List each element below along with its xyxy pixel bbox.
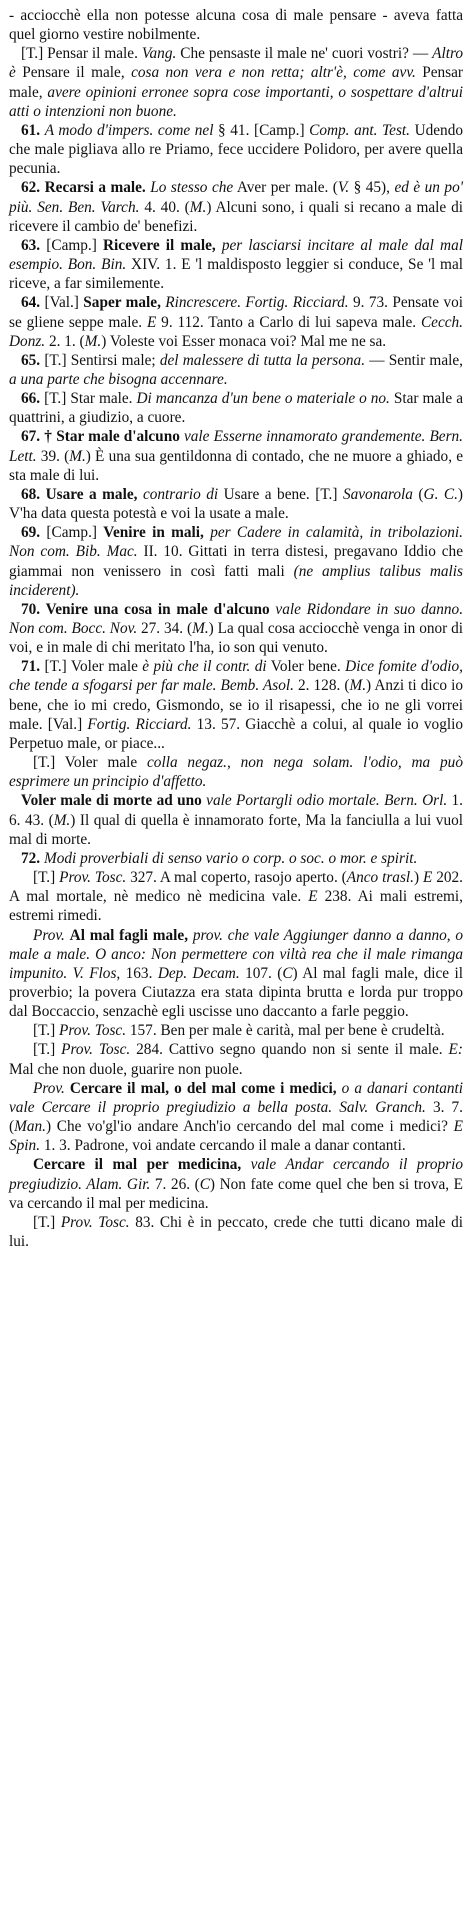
body-text: 284. Cattivo segno quando non si sente il male. <box>130 1041 449 1059</box>
italic-text: Anco trasl. <box>346 869 414 887</box>
italic-text: Di mancanza d'un bene o materiale o no. <box>136 390 390 408</box>
italic-text: E <box>308 888 318 906</box>
italic-text: Modi proverbiali di senso vario o corp. o soc. o mor. e spirit. <box>43 849 418 867</box>
italic-text: M. <box>349 677 367 695</box>
entry-paragraph <box>9 868 463 925</box>
italic-text: M. <box>192 620 209 637</box>
body-text: 39. ( <box>36 447 70 465</box>
italic-text: Prov. <box>33 926 65 944</box>
entry-headword: 70. Venire una cosa in male d'alcuno <box>21 600 270 618</box>
entry-headword: 62. Recarsi a male. <box>21 179 146 197</box>
body-text: ) Anzi ti dico io bene, che io mi credo, Gismondo, se io il risapessi, che io ne gli vorrei male. [Val.] <box>9 677 463 733</box>
body-text: — Sentir male, <box>365 351 463 369</box>
entry-headword: Al mal fagli male, <box>69 926 189 944</box>
body-text: ) V'ha data questa potestà e voi la usate a male. <box>9 485 464 523</box>
entry-headword: 71. <box>21 658 41 676</box>
italic-text: avere opinioni erronee sopra cose importanti, o sospettare d'altrui atti o intenzioni non buone. <box>9 83 463 120</box>
entry-headword: 69. <box>21 524 41 542</box>
italic-text: Rincrescere. Fortig. Ricciard. <box>165 294 349 312</box>
body-text: [T.] <box>33 1022 60 1040</box>
body-text: 9. 112. Tanto a Carlo di lui sapeva male. <box>156 313 421 331</box>
body-text: 157. Ben per male è carità, mal per bene è crudeltà. <box>126 1022 445 1040</box>
entry-paragraph <box>9 351 463 389</box>
italic-text: Prov. Tosc. <box>59 869 127 887</box>
italic-text: V. <box>337 179 350 197</box>
entry-headword: 66. <box>21 390 41 408</box>
body-text: ) Alcuni sono, i quali si recano a male di ricevere il cambio de' benefizi. <box>9 198 463 235</box>
italic-text: per lasciarsi incitare al male dal mal esempio. Bon. Bin. <box>9 236 463 274</box>
entry-paragraph <box>9 926 463 1022</box>
italic-text: A modo d'impers. come nel <box>44 121 214 139</box>
body-text: 4. 40. ( <box>139 198 190 216</box>
body-text: Che pensaste il male ne' cuori vostri? — <box>176 45 433 63</box>
italic-text: a una parte che bisogna accennare. <box>9 370 228 388</box>
entry-paragraph <box>9 236 463 293</box>
entry-headword: Cercare il mal per medicina, <box>33 1156 242 1174</box>
entry-headword: Ricevere il male, <box>103 236 216 254</box>
italic-text: per Cadere in calamità, in tribolazioni. Non com. Bib. Mac. <box>9 524 463 561</box>
body-text: [T.] Voler male <box>33 754 148 772</box>
body-text: 9. 73. Pensate voi se gliene seppe male. <box>9 294 464 331</box>
body-text <box>241 1156 250 1173</box>
entry-paragraph <box>9 121 463 178</box>
entry-paragraph <box>9 849 463 868</box>
body-text: 2. 128. ( <box>293 677 350 695</box>
italic-text: Prov. <box>33 1079 65 1097</box>
italic-text: M. <box>69 447 86 465</box>
body-text: ) Che vo'gl'io andare Anch'io cercando del mal come i medici? <box>45 1118 454 1136</box>
body-text: ) Voleste voi Esser monaca voi? Mal me ne sa. <box>101 332 387 350</box>
entry-paragraph <box>9 293 463 350</box>
body-text: XIV. 1. E 'l maldisposto leggier si conduce, Se 'l mal riceve, a far similemente. <box>9 256 463 293</box>
entry-paragraph <box>9 1021 463 1040</box>
body-text: II. 10. Gittati in terra distesi, pregavano Iddio che giammai non venissero in così fatti mali <box>9 543 463 580</box>
body-text: 3. 7. ( <box>9 1098 463 1136</box>
italic-text: Comp. ant. Test. <box>309 121 410 139</box>
body-text: ) Al mal fagli male, dice il proverbio; la povera Ciutazza era stata dipinta brutta e lorda pur troppo dal Boccaccio, senzachè egli uscisse uno daccanto a farle peggio. <box>9 964 463 1021</box>
entry-headword: Saper male, <box>83 294 161 312</box>
entry-paragraph <box>9 1155 463 1212</box>
entry-paragraph <box>9 178 463 235</box>
italic-text: vale Ridondare in suo danno. Non com. Bocc. Nov. <box>9 600 464 637</box>
entry-paragraph <box>9 6 463 44</box>
body-text: 7. 26. ( <box>150 1175 200 1193</box>
italic-text: E <box>422 869 433 887</box>
body-text: ) Il qual di quella è innamorato forte, Ma la fanciulla a lui vuol mal di morte. <box>9 811 463 848</box>
entry-headword: 64. <box>21 294 41 312</box>
entry-paragraph <box>9 1079 463 1156</box>
italic-text: C <box>199 1175 210 1193</box>
italic-text: E Spin. <box>9 1118 463 1155</box>
body-text: Aver per male. ( <box>233 179 338 197</box>
italic-text: cosa non vera e non retta; altr'è, come avv. <box>131 64 416 82</box>
italic-text: prov. che vale Aggiunger danno a danno, o male a male. O anco: Non permettere con viltà rea che il male rimanga impunito. V. Flos, <box>9 926 464 982</box>
body-text: [T.] Voler male <box>40 658 143 676</box>
body-text: 107. ( <box>239 964 283 982</box>
body-text: 27. 34. ( <box>137 620 193 637</box>
italic-text: Prov. Tosc. <box>60 1213 130 1231</box>
entry-paragraph <box>9 600 463 657</box>
body-text: ( <box>412 485 424 503</box>
body-text: [T.] <box>33 1041 62 1059</box>
italic-text: (ne amplius talibus malis inciderent). <box>9 562 463 599</box>
italic-text: contrario di <box>142 485 219 503</box>
body-text: Pensare il male, <box>15 64 132 82</box>
body-text: ) È una sua gentildonna di contado, che ne muore a ghiado, e sta male di lui. <box>9 447 463 484</box>
body-text: [T.] <box>33 1213 61 1231</box>
body-text: ) Non fate come quel che ben si trova, E va cercando il mal per medicina. <box>9 1175 463 1212</box>
italic-text: colla negaz., non nega solam. l'odio, ma può esprimere un principio d'affetto. <box>9 754 463 791</box>
italic-text: E <box>146 313 157 331</box>
italic-text: Lo stesso che <box>150 179 234 197</box>
body-text: Voler bene. <box>266 658 346 676</box>
italic-text: è più che il contr. di <box>142 658 267 676</box>
body-text: - acciocchè ella non potesse alcuna cosa di male pensare - aveva fatta quel giorno vestire nobilmente. <box>9 7 463 44</box>
italic-text: Prov. Tosc. <box>61 1041 131 1059</box>
entry-paragraph <box>9 657 463 753</box>
italic-text: Prov. Tosc. <box>59 1022 127 1040</box>
body-text: [T.] <box>33 869 60 887</box>
entry-paragraph <box>9 389 463 427</box>
body-text: 163. <box>120 964 158 982</box>
body-text: ) <box>413 869 423 887</box>
body-text: Star male a quattrini, a giudizio, a cuore. <box>9 390 463 427</box>
italic-text: del malessere di tutta la persona. <box>159 351 366 369</box>
body-text: 202. A mal mortale, nè medico nè medicina vale. <box>9 869 464 906</box>
italic-text: Fortig. Ricciard. <box>87 715 192 733</box>
italic-text: Vang. <box>141 45 177 63</box>
entry-headword: 63. <box>21 236 41 254</box>
entry-paragraph <box>9 1040 463 1078</box>
body-text: 83. Chi è in peccato, crede che tutti dicano male di lui. <box>9 1213 464 1250</box>
italic-text: E: <box>448 1041 463 1059</box>
entry-headword: 67. † Star male d'alcuno <box>21 428 180 446</box>
italic-text: vale Portargli odio mortale. Bern. Orl. <box>206 792 448 810</box>
body-text: 1. 6. 43. ( <box>9 792 463 829</box>
entry-headword: 65. <box>21 351 41 369</box>
italic-text: C <box>282 964 293 982</box>
body-text: Udendo che male pigliava allo re Priamo, fece uccidere Polidoro, per avere quella pecunia. <box>9 121 463 178</box>
italic-text: Savonarola <box>342 485 413 503</box>
entry-headword: 72. <box>21 849 41 867</box>
body-text: 238. Ai mali estremi, estremi rimedi. <box>9 888 463 925</box>
body-text: 13. 57. Giacchè a colui, al quale io voglio Perpetuo male, or piace... <box>9 715 464 752</box>
italic-text: Cecch. Donz. <box>9 313 463 350</box>
entry-headword: 61. <box>21 121 41 139</box>
body-text: 2. 1. ( <box>45 332 85 350</box>
body-text: Pensar male, <box>9 64 464 101</box>
italic-text: M. <box>84 332 102 350</box>
entry-paragraph <box>9 523 463 600</box>
body-text: ) La qual cosa acciocchè venga in onor di voi, e in male di chi meritato l'ha, io son qui venuto. <box>9 620 464 657</box>
body-text: § 45), <box>349 179 395 197</box>
entry-paragraph <box>9 1213 463 1251</box>
italic-text: Dice fomite d'odio, che tende a sfogarsi per far male. Bemb. Asol. <box>9 658 463 695</box>
italic-text: Altro è <box>9 45 463 82</box>
body-text: [Camp.] <box>40 236 103 254</box>
body-text: [T.] Sentirsi male; <box>40 351 160 369</box>
italic-text: Man. <box>14 1118 46 1136</box>
entry-headword: Voler male di morte ad uno <box>21 792 202 810</box>
body-text: [T.] Star male. <box>40 390 137 408</box>
entry-headword: Cercare il mal, o del mal come i medici, <box>69 1079 337 1097</box>
entry-paragraph <box>9 753 463 791</box>
italic-text: vale Esserne innamorato grandemente. Bern. Lett. <box>9 428 464 465</box>
italic-text: M. <box>53 811 71 829</box>
italic-text: o a danari contanti vale Cercare il proprio pregiudizio a bella posta. Salv. Granch. <box>9 1079 464 1116</box>
body-text: 1. 3. Padrone, voi andate cercando il male a danar contanti. <box>40 1137 406 1155</box>
italic-text: vale Andar cercando il proprio pregiudizio. Alam. Gir. <box>9 1156 463 1193</box>
body-text: § 41. [Camp.] <box>213 121 310 139</box>
entry-headword: 68. Usare a male, <box>21 485 138 503</box>
entry-headword: Venire in mali, <box>103 524 204 542</box>
italic-text: ed è un po' più. Sen. Ben. Varch. <box>9 179 463 216</box>
body-text: Usare a bene. [T.] <box>218 485 343 503</box>
italic-text: Dep. Decam. <box>157 964 240 982</box>
body-text: [Val.] <box>40 294 84 312</box>
entry-paragraph <box>9 791 463 848</box>
body-text: [Camp.] <box>40 524 104 542</box>
italic-text: G. C. <box>423 485 458 503</box>
entry-paragraph <box>9 485 463 523</box>
entry-paragraph <box>9 427 463 484</box>
body-text: [T.] Pensar il male. <box>21 45 142 63</box>
body-text: Mal che non duole, guarire non puole. <box>9 1060 243 1078</box>
italic-text: M. <box>189 198 207 216</box>
entry-paragraph <box>9 44 463 121</box>
body-text: 327. A mal coperto, rasojo aperto. ( <box>126 869 347 887</box>
